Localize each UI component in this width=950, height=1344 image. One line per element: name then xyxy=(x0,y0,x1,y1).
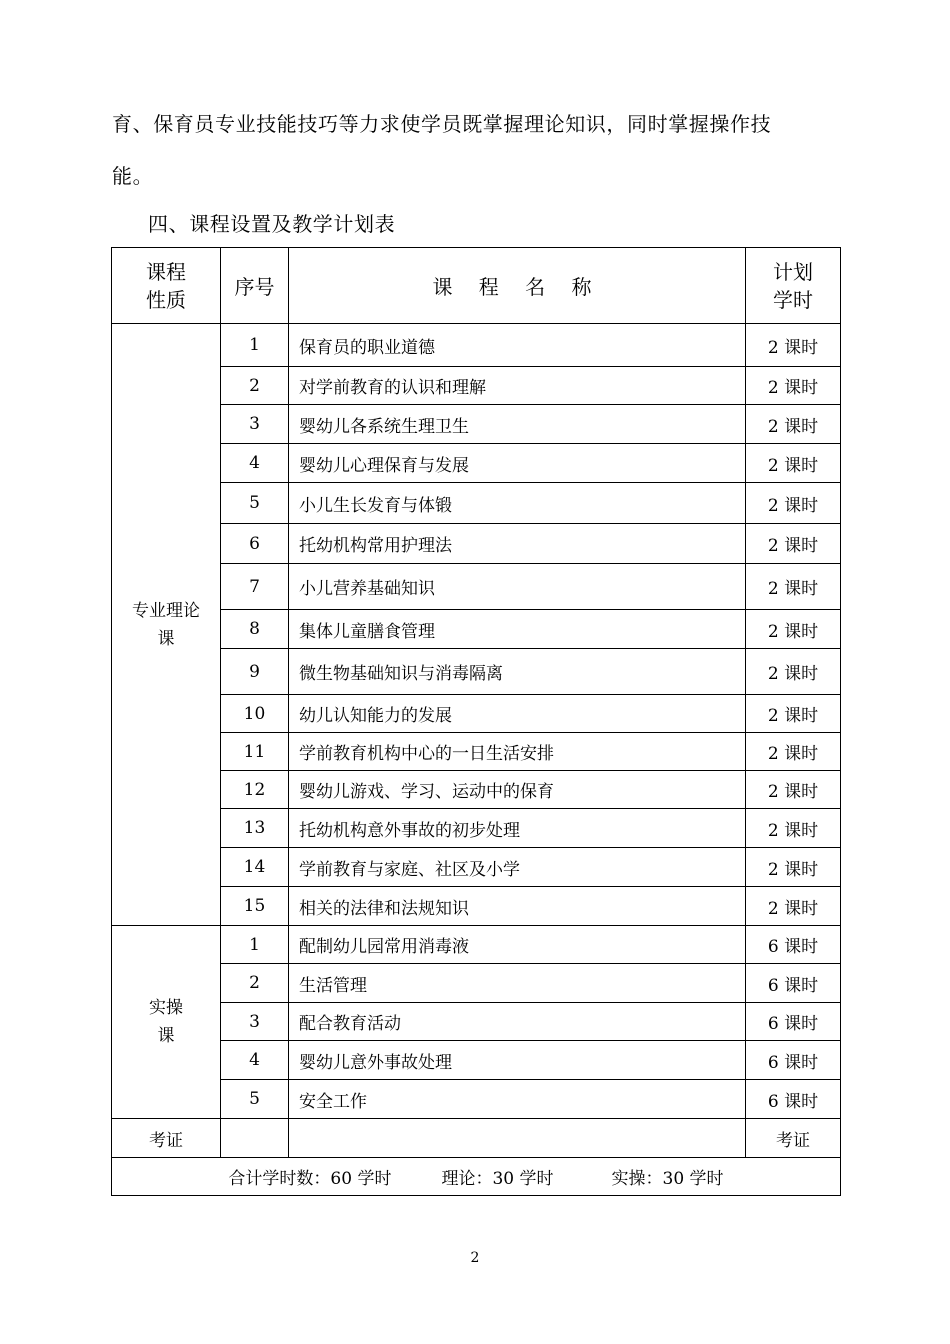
table-row xyxy=(112,1080,841,1119)
header-planned-hours: 计划 学时 xyxy=(746,248,841,324)
table-row xyxy=(112,610,841,649)
hours-cell: 2 课时 xyxy=(746,695,841,733)
exam-row xyxy=(112,1119,841,1158)
course-name-cell: 婴幼儿各系统生理卫生 xyxy=(289,405,746,444)
course-name-cell: 学前教育机构中心的一日生活安排 xyxy=(289,733,746,771)
table-row xyxy=(112,848,841,887)
course-plan-table xyxy=(111,247,841,1196)
course-name-cell: 婴幼儿游戏、学习、运动中的保育 xyxy=(289,771,746,809)
hours-cell: 2 课时 xyxy=(746,771,841,809)
totals-cell xyxy=(112,1158,841,1196)
hours-cell: 2 课时 xyxy=(746,848,841,887)
seq-cell: 7 xyxy=(221,564,289,610)
seq-cell: 3 xyxy=(221,1003,289,1041)
course-name-cell: 婴幼儿心理保育与发展 xyxy=(289,444,746,483)
paragraph-line-2: 能。 xyxy=(112,164,154,188)
course-name-cell: 生活管理 xyxy=(289,964,746,1003)
table-header-row xyxy=(112,248,841,324)
course-name-cell: 幼儿认知能力的发展 xyxy=(289,695,746,733)
seq-cell: 1 xyxy=(221,324,289,367)
table-row xyxy=(112,649,841,695)
seq-cell: 5 xyxy=(221,1080,289,1119)
seq-cell: 9 xyxy=(221,649,289,695)
course-name-cell: 配制幼儿园常用消毒液 xyxy=(289,926,746,964)
hours-cell: 2 课时 xyxy=(746,483,841,524)
hours-cell: 2 课时 xyxy=(746,733,841,771)
paragraph-line-1: 育、保育员专业技能技巧等力求使学员既掌握理论知识，同时掌握操作技 xyxy=(112,112,772,136)
table-row xyxy=(112,367,841,405)
course-name-cell: 托幼机构意外事故的初步处理 xyxy=(289,809,746,848)
hours-cell: 2 课时 xyxy=(746,564,841,610)
seq-cell: 12 xyxy=(221,771,289,809)
hours-cell: 6 课时 xyxy=(746,1080,841,1119)
hours-cell: 2 课时 xyxy=(746,324,841,367)
table-row xyxy=(112,405,841,444)
hours-cell: 2 课时 xyxy=(746,809,841,848)
hours-cell: 2 课时 xyxy=(746,887,841,926)
seq-cell: 14 xyxy=(221,848,289,887)
course-name-cell: 小儿生长发育与体锻 xyxy=(289,483,746,524)
header-course-type: 课程 性质 xyxy=(112,248,221,324)
header-course-name: 课 程 名 称 xyxy=(289,248,746,324)
course-name-cell: 小儿营养基础知识 xyxy=(289,564,746,610)
table-row xyxy=(112,887,841,926)
hours-cell: 6 课时 xyxy=(746,964,841,1003)
course-name-cell: 托幼机构常用护理法 xyxy=(289,524,746,564)
course-name-cell: 微生物基础知识与消毒隔离 xyxy=(289,649,746,695)
hours-cell: 6 课时 xyxy=(746,1041,841,1080)
page-number: 2 xyxy=(470,1250,480,1266)
table-row xyxy=(112,771,841,809)
seq-cell: 4 xyxy=(221,444,289,483)
table-row xyxy=(112,483,841,524)
table-row xyxy=(112,1041,841,1080)
course-name-cell: 安全工作 xyxy=(289,1080,746,1119)
hours-cell: 2 课时 xyxy=(746,610,841,649)
hours-cell: 2 课时 xyxy=(746,405,841,444)
course-name-cell: 集体儿童膳食管理 xyxy=(289,610,746,649)
table-row xyxy=(112,733,841,771)
exam-name-cell xyxy=(289,1119,746,1158)
table-row xyxy=(112,926,841,964)
course-name-cell: 保育员的职业道德 xyxy=(289,324,746,367)
hours-cell: 2 课时 xyxy=(746,444,841,483)
seq-cell: 10 xyxy=(221,695,289,733)
section-heading: 四、课程设置及教学计划表 xyxy=(148,212,396,236)
course-name-cell: 学前教育与家庭、社区及小学 xyxy=(289,848,746,887)
seq-cell: 2 xyxy=(221,367,289,405)
table-row xyxy=(112,324,841,367)
seq-cell: 2 xyxy=(221,964,289,1003)
course-name-cell: 配合教育活动 xyxy=(289,1003,746,1041)
hours-cell: 6 课时 xyxy=(746,926,841,964)
hours-cell: 2 课时 xyxy=(746,524,841,564)
seq-cell: 8 xyxy=(221,610,289,649)
seq-cell: 11 xyxy=(221,733,289,771)
hours-cell: 2 课时 xyxy=(746,367,841,405)
seq-cell: 3 xyxy=(221,405,289,444)
course-name-cell: 相关的法律和法规知识 xyxy=(289,887,746,926)
table-row xyxy=(112,964,841,1003)
exam-type-cell: 考证 xyxy=(112,1119,221,1158)
hours-cell: 2 课时 xyxy=(746,649,841,695)
table-row xyxy=(112,444,841,483)
table-row xyxy=(112,524,841,564)
header-seq: 序号 xyxy=(221,248,289,324)
table-row xyxy=(112,1003,841,1041)
course-name-cell: 婴幼儿意外事故处理 xyxy=(289,1041,746,1080)
seq-cell: 15 xyxy=(221,887,289,926)
table-row xyxy=(112,564,841,610)
seq-cell: 4 xyxy=(221,1041,289,1080)
exam-seq-cell xyxy=(221,1119,289,1158)
seq-cell: 1 xyxy=(221,926,289,964)
totals-row xyxy=(112,1158,841,1196)
theory-hours: 理论：30 学时 xyxy=(441,1169,554,1189)
hours-cell: 6 课时 xyxy=(746,1003,841,1041)
seq-cell: 13 xyxy=(221,809,289,848)
table-row xyxy=(112,809,841,848)
course-type-cell: 专业理论 课 xyxy=(112,324,221,926)
course-name-cell: 对学前教育的认识和理解 xyxy=(289,367,746,405)
seq-cell: 5 xyxy=(221,483,289,524)
exam-hours-cell: 考证 xyxy=(746,1119,841,1158)
table-row xyxy=(112,695,841,733)
course-type-cell: 实操 课 xyxy=(112,926,221,1119)
practice-hours: 实操：30 学时 xyxy=(611,1169,724,1189)
seq-cell: 6 xyxy=(221,524,289,564)
total-hours: 合计学时数：60 学时 xyxy=(228,1169,392,1189)
